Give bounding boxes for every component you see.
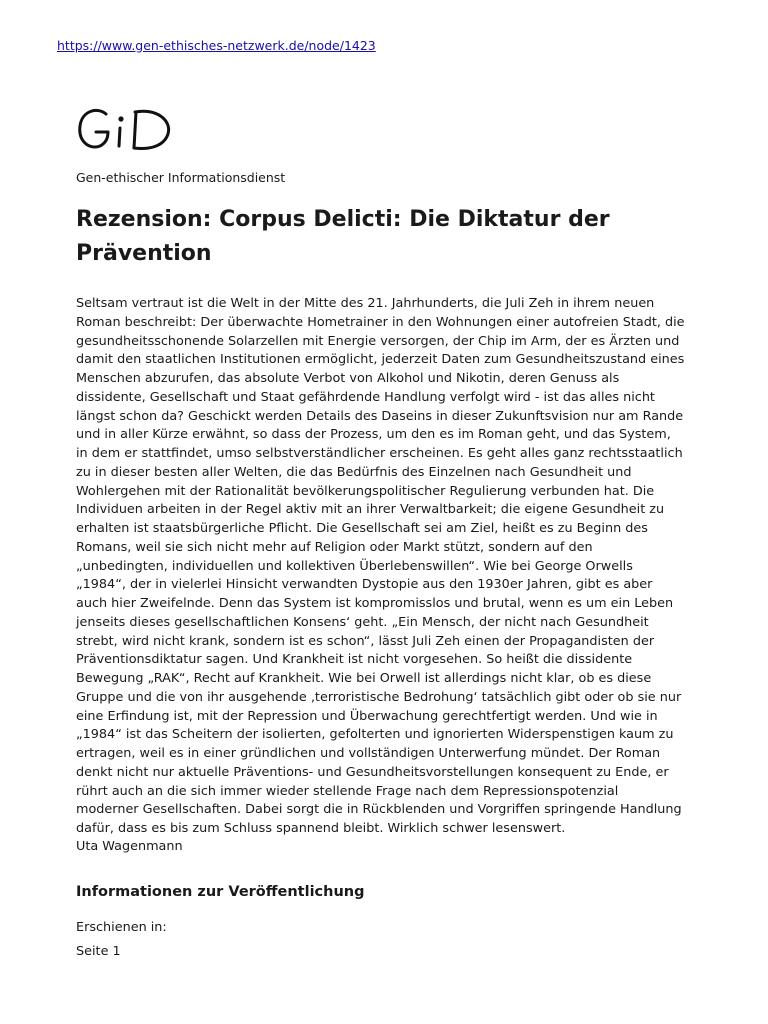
publication-info-heading: Informationen zur Veröffentlichung (76, 884, 365, 900)
article-body: Seltsam vertraut ist die Welt in der Mitte des 21. Jahrhunderts, die Juli Zeh in ihrem neuen Roman beschreibt: Der überwachte Hometrainer in den Wohnungen einer autofreien Stadt, die gesundheitsschonende Solarzellen mit Energie versorgen, der Chip im Arm, der es Ärzten und damit den staatlichen Institutionen ermöglicht, jederzeit Daten zum Gesundheitszustand eines Menschen abzurufen, das absolute Verbot von Alkohol und Nikotin, deren Genuss als dissidente, Gesellschaft und Staat gefährdende Handlung verfolgt wird - ist das alles nicht längst schon da? Geschickt werden Details des Daseins in dieser Zukunftsvision nur am Rande und in aller Kürze erwähnt, so dass der Prozess, um den es im Roman geht, und das System, in dem er stattfindet, umso selbstverständlicher erscheinen. Es geht alles ganz rechtsstaatlich zu in dieser besten aller Welten, die das Bedürfnis des Einzelnen nach Gesundheit und Wohlergehen mit der Rationalität bevölkerungspolitischer Regulierung verbunden hat. Die Individuen arbeiten in der Regel aktiv mit an ihrer Verwaltbarkeit; die eigene Gesundheit zu erhalten ist staatsbürgerliche Pflicht. Die Gesellschaft sei am Ziel, heißt es zu Beginn des Romans, weil sie sich nicht mehr auf Religion oder Markt stützt, sondern auf den „unbedingten, individuellen und kollektiven Überlebenswillen“. Wie bei George Orwells „1984“, der in vielerlei Hinsicht verwandten Dystopie aus den 1930er Jahren, gibt es aber auch hier Zweifelnde. Denn das System ist kompromisslos und brutal, wenn es um ein Leben jenseits dieses gesellschaftlichen Konsens‘ geht. „Ein Mensch, der nicht nach Gesundheit strebt, wird nicht krank, sondern ist es schon“, lässt Juli Zeh einen der Propagandisten der Präventionsdiktatur sagen. Und Krankheit ist nicht vorgesehen. So heißt die dissidente Bewegung „RAK“, Recht auf Krankheit. Wie bei Orwell ist allerdings nicht klar, ob es diese Gruppe und die von ihr ausgehende ‚terroristische Bedrohung‘ tatsächlich gibt oder ob sie nur eine Erfindung ist, mit der Repression und Überwachung gerechtfertigt werden. Und wie in „1984“ ist das Scheitern der isolierten, gefolterten und ignorierten Widerspenstigen kaum zu ertragen, weil es in einer gründlichen und vollständigen Unterwerfung mündet. Der Roman denkt nicht nur aktuelle Präventions- und Gesundheitsvorstellungen konsequent zu Ende, er rührt auch an die sich immer wieder stellende Frage nach dem Repressionspotenzial moderner Gesellschaften. Dabei sorgt die in Rückblenden und Vorgriffen springende Handlung dafür, dass es bis zum Schluss spannend bleibt. Wirklich schwer lesenswert. (76, 296, 685, 836)
gid-logo-icon (76, 104, 176, 156)
publication-tagline: Gen-ethischer Informationsdienst (76, 170, 286, 185)
article-author: Uta Wagenmann (76, 839, 183, 854)
gid-logo (76, 104, 176, 156)
page-number: Seite 1 (76, 944, 121, 959)
article-title: Rezension: Corpus Delicti: Die Diktatur der Prävention (76, 207, 610, 266)
published-in-label: Erschienen in: (76, 920, 167, 935)
source-url-link[interactable]: https://www.gen-ethisches-netzwerk.de/node/1423 (57, 38, 376, 53)
